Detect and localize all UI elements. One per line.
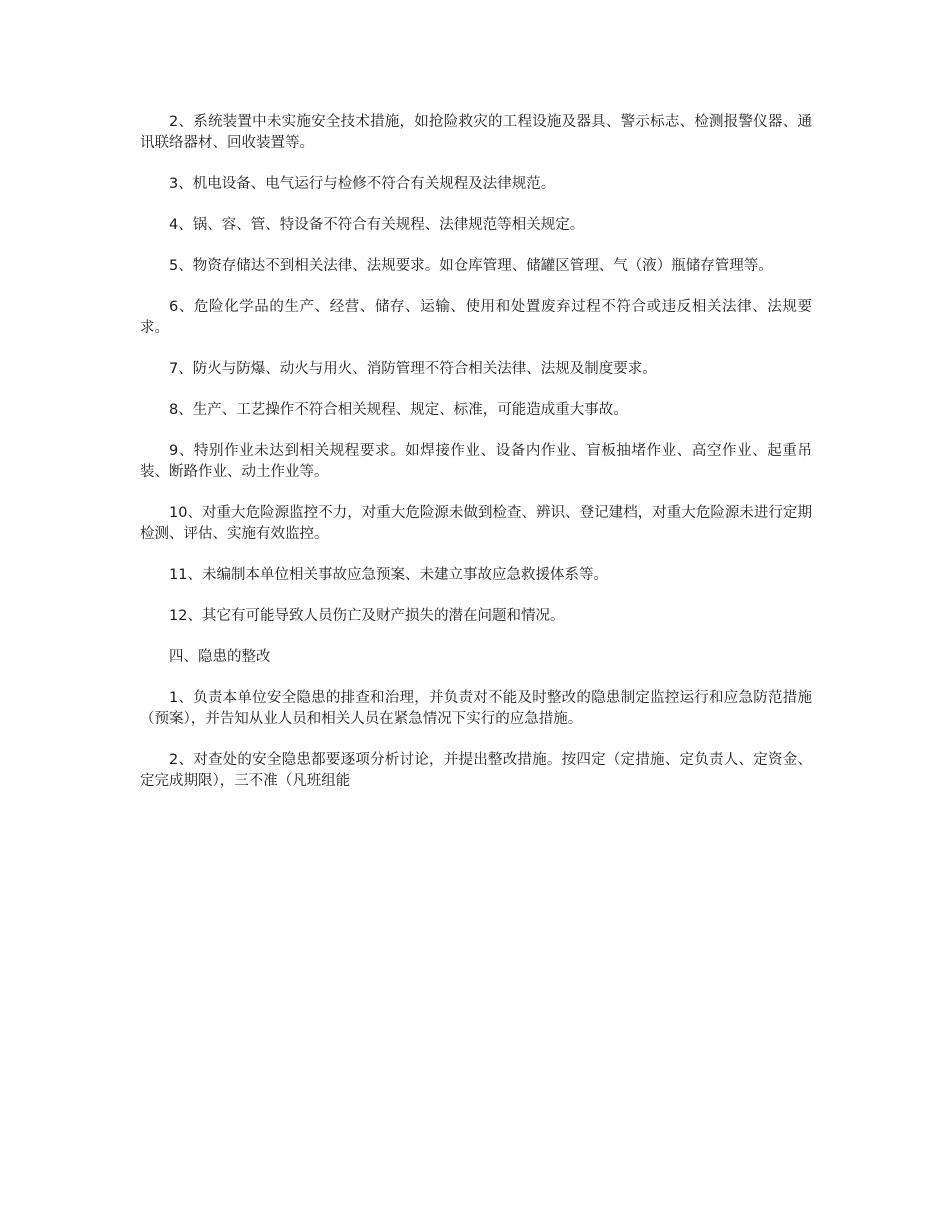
paragraph-item-5: 5、物资存储达不到相关法律、法规要求。如仓库管理、储罐区管理、气（液）瓶储存管理等。 [169,258,773,274]
paragraph-item-2: 2、系统装置中未实施安全技术措施，如抢险救灾的工程设施及器具、警示标志、检测报警仪器、通讯联络器材、回收装置等。 [140,114,812,151]
paragraph-item-9: 9、特别作业未达到相关规程要求。如焊接作业、设备内作业、盲板抽堵作业、高空作业、起重吊装、断路作业、动土作业等。 [140,443,812,480]
document-page [140,112,812,812]
paragraph-item-6: 6、危险化学品的生产、经营、储存、运输、使用和处置废弃过程不符合或违反相关法律、法规要求。 [140,299,812,336]
paragraph-item-10: 10、对重大危险源监控不力，对重大危险源未做到检查、辨识、登记建档，对重大危险源未进行定期检测、评估、实施有效监控。 [140,505,812,542]
paragraph-item-12: 12、其它有可能导致人员伤亡及财产损失的潜在问题和情况。 [169,608,565,624]
paragraph-item-7: 7、防火与防爆、动火与用火、消防管理不符合相关法律、法规及制度要求。 [169,361,657,377]
paragraph-item-11: 11、未编制本单位相关事故应急预案、未建立事故应急救援体系等。 [169,567,608,583]
paragraph-item-4: 4、锅、容、管、特设备不符合有关规程、法律规范等相关规定。 [169,217,585,233]
rectification-item-1: 1、负责本单位安全隐患的排查和治理，并负责对不能及时整改的隐患制定监控运行和应急防范措施（预案），并告知从业人员和相关人员在紧急情况下实行的应急措施。 [140,690,812,727]
section-heading-rectification: 四、隐患的整改 [169,649,271,665]
paragraph-item-3: 3、机电设备、电气运行与检修不符合有关规程及法律规范。 [169,176,556,192]
rectification-item-2: 2、对查处的安全隐患都要逐项分析讨论，并提出整改措施。按四定（定措施、定负责人、定资金、定完成期限），三不准（凡班组能 [140,752,812,789]
paragraph-item-8: 8、生产、工艺操作不符合相关规程、规定、标准，可能造成重大事故。 [169,402,628,418]
